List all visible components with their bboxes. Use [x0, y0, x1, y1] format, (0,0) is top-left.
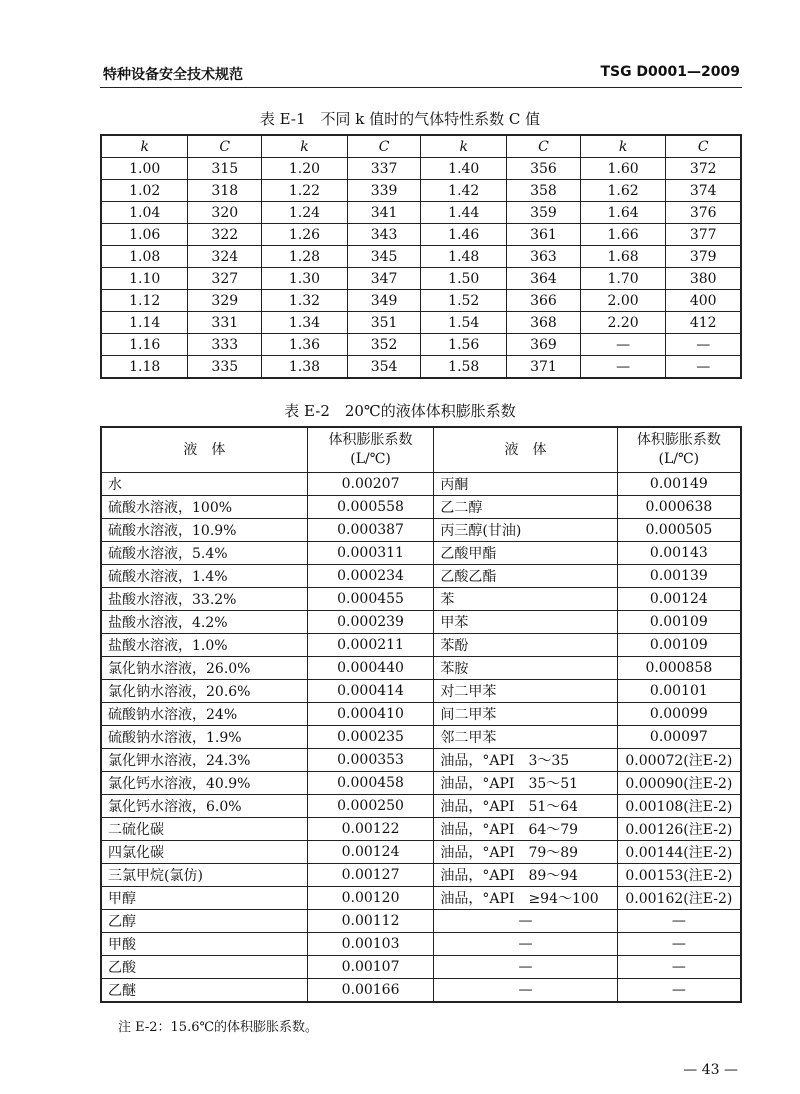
coefficient-cell: —	[617, 933, 741, 956]
header-coefficient	[617, 427, 741, 473]
liquid-cell: 邻二甲苯	[434, 726, 617, 749]
header-liquid: 液 体	[101, 427, 307, 473]
liquid-cell: —	[434, 979, 617, 1003]
coefficient-cell: 0.000250	[307, 795, 434, 818]
table-cell: 327	[188, 268, 262, 290]
table-cell: 1.00	[101, 158, 188, 180]
coefficient-cell: —	[617, 979, 741, 1003]
page-number: — 43 —	[683, 1062, 738, 1078]
liquid-cell: 乙醚	[101, 979, 307, 1003]
table-row	[101, 634, 741, 657]
table-cell: 368	[507, 312, 581, 334]
table-row	[101, 864, 741, 887]
liquid-cell: 油品，°API 64～79	[434, 818, 617, 841]
table-row	[101, 496, 741, 519]
table-cell: 347	[347, 268, 421, 290]
table-row	[101, 749, 741, 772]
liquid-cell: 甲苯	[434, 611, 617, 634]
coefficient-cell: 0.00103	[307, 933, 434, 956]
table-cell: 1.54	[421, 312, 507, 334]
table-cell: 343	[347, 224, 421, 246]
table-header-cell: k	[101, 135, 188, 158]
table-cell: 1.26	[262, 224, 348, 246]
table-cell: 374	[666, 180, 741, 202]
coefficient-cell: 0.000234	[307, 565, 434, 588]
table-cell: 1.24	[262, 202, 348, 224]
liquid-cell: 硫酸水溶液，10.9%	[101, 519, 307, 542]
table-cell: 352	[347, 334, 421, 356]
table-cell: 1.10	[101, 268, 188, 290]
liquid-cell: 油品，°API 35～51	[434, 772, 617, 795]
table-cell: 1.36	[262, 334, 348, 356]
table2-caption: 表 E-2 20℃的液体体积膨胀系数	[284, 402, 516, 420]
table-cell: —	[580, 356, 666, 379]
coefficient-cell: 0.00144(注E-2)	[617, 841, 741, 864]
table-row	[101, 224, 741, 246]
table-row	[101, 268, 741, 290]
table-cell: 377	[666, 224, 741, 246]
table-cell: 369	[507, 334, 581, 356]
liquid-cell: 硫酸水溶液，5.4%	[101, 542, 307, 565]
table-cell: 337	[347, 158, 421, 180]
table-cell: 1.68	[580, 246, 666, 268]
liquid-cell: 乙酸乙酯	[434, 565, 617, 588]
table-row	[101, 542, 741, 565]
liquid-cell: —	[434, 956, 617, 979]
table-cell: 1.22	[262, 180, 348, 202]
table-e1	[100, 134, 742, 379]
coefficient-cell: 0.00072(注E-2)	[617, 749, 741, 772]
header-coefficient-unit: (L/℃)	[658, 451, 700, 467]
coefficient-cell: 0.00153(注E-2)	[617, 864, 741, 887]
table-cell: 1.14	[101, 312, 188, 334]
liquid-cell: 氯化钙水溶液，6.0%	[101, 795, 307, 818]
liquid-cell: 二硫化碳	[101, 818, 307, 841]
table-header-cell: k	[580, 135, 666, 158]
liquid-cell: 油品，°API 51～64	[434, 795, 617, 818]
liquid-cell: 甲醇	[101, 887, 307, 910]
coefficient-cell: 0.000440	[307, 657, 434, 680]
table-e2	[100, 426, 742, 1003]
coefficient-cell: 0.00122	[307, 818, 434, 841]
table-cell: 1.20	[262, 158, 348, 180]
table-cell: 400	[666, 290, 741, 312]
table-cell: 341	[347, 202, 421, 224]
table-row	[101, 772, 741, 795]
coefficient-cell: 0.00143	[617, 542, 741, 565]
table-row	[101, 795, 741, 818]
table-cell: 1.48	[421, 246, 507, 268]
coefficient-cell: 0.000458	[307, 772, 434, 795]
liquid-cell: 氯化钙水溶液，40.9%	[101, 772, 307, 795]
coefficient-cell: 0.000558	[307, 496, 434, 519]
table-cell: 1.70	[580, 268, 666, 290]
liquid-cell: 乙二醇	[434, 496, 617, 519]
table-cell: 1.58	[421, 356, 507, 379]
table-cell: 339	[347, 180, 421, 202]
liquid-cell: 间二甲苯	[434, 703, 617, 726]
coefficient-cell: 0.00112	[307, 910, 434, 933]
liquid-cell: 硫酸钠水溶液，24%	[101, 703, 307, 726]
table-cell: 322	[188, 224, 262, 246]
coefficient-cell: —	[617, 910, 741, 933]
table-cell: 1.30	[262, 268, 348, 290]
table-row	[101, 519, 741, 542]
liquid-cell: 氯化钠水溶液，26.0%	[101, 657, 307, 680]
table-cell: 1.28	[262, 246, 348, 268]
liquid-cell: 对二甲苯	[434, 680, 617, 703]
coefficient-cell: 0.000387	[307, 519, 434, 542]
table-row	[101, 933, 741, 956]
coefficient-cell: 0.000505	[617, 519, 741, 542]
table-cell: —	[580, 334, 666, 356]
header-coefficient	[307, 427, 434, 473]
coefficient-cell: 0.00207	[307, 473, 434, 496]
coefficient-cell: 0.00120	[307, 887, 434, 910]
table-cell: 358	[507, 180, 581, 202]
table-cell: 318	[188, 180, 262, 202]
liquid-cell: 油品，°API 89～94	[434, 864, 617, 887]
table-cell: 2.00	[580, 290, 666, 312]
liquid-cell: 盐酸水溶液，4.2%	[101, 611, 307, 634]
table-cell: 1.42	[421, 180, 507, 202]
table-row	[101, 246, 741, 268]
table-row	[101, 887, 741, 910]
table-cell: 1.60	[580, 158, 666, 180]
coefficient-cell: 0.000353	[307, 749, 434, 772]
header-left-title: 特种设备安全技术规范	[103, 67, 243, 83]
table-row	[101, 611, 741, 634]
liquid-cell: 盐酸水溶液，33.2%	[101, 588, 307, 611]
table-row	[101, 565, 741, 588]
table-row	[101, 818, 741, 841]
liquid-cell: 硫酸水溶液，100%	[101, 496, 307, 519]
table-cell: 315	[188, 158, 262, 180]
table-row	[101, 356, 741, 379]
header-right-code: TSG D0001—2009	[600, 64, 740, 80]
coefficient-cell: 0.00099	[617, 703, 741, 726]
coefficient-cell: 0.000235	[307, 726, 434, 749]
table-cell: 372	[666, 158, 741, 180]
coefficient-cell: 0.000858	[617, 657, 741, 680]
table-row	[101, 158, 741, 180]
coefficient-cell: 0.000638	[617, 496, 741, 519]
table-cell: 1.52	[421, 290, 507, 312]
liquid-cell: 丙酮	[434, 473, 617, 496]
coefficient-cell: 0.00101	[617, 680, 741, 703]
liquid-cell: 苯酚	[434, 634, 617, 657]
table-header-cell: C	[347, 135, 421, 158]
table-cell: 1.32	[262, 290, 348, 312]
table-cell: 1.62	[580, 180, 666, 202]
liquid-cell: 油品，°API ≥94～100	[434, 887, 617, 910]
coefficient-cell: 0.00109	[617, 634, 741, 657]
liquid-cell: 氯化钾水溶液，24.3%	[101, 749, 307, 772]
header-liquid: 液 体	[434, 427, 617, 473]
liquid-cell: 甲酸	[101, 933, 307, 956]
table-header-cell: C	[666, 135, 741, 158]
liquid-cell: 硫酸钠水溶液，1.9%	[101, 726, 307, 749]
liquid-cell: 苯胺	[434, 657, 617, 680]
coefficient-cell: —	[617, 956, 741, 979]
coefficient-cell: 0.00124	[617, 588, 741, 611]
table-header-row	[101, 135, 741, 158]
table-cell: 1.40	[421, 158, 507, 180]
liquid-cell: —	[434, 933, 617, 956]
table-cell: 371	[507, 356, 581, 379]
liquid-cell: 乙酸	[101, 956, 307, 979]
liquid-cell: 乙醇	[101, 910, 307, 933]
table-row	[101, 841, 741, 864]
table-row	[101, 202, 741, 224]
table-cell: 335	[188, 356, 262, 379]
coefficient-cell: 0.00166	[307, 979, 434, 1003]
table-cell: —	[666, 356, 741, 379]
coefficient-cell: 0.000414	[307, 680, 434, 703]
coefficient-cell: 0.00149	[617, 473, 741, 496]
table-cell: 364	[507, 268, 581, 290]
table-cell: 351	[347, 312, 421, 334]
table-header-cell: k	[262, 135, 348, 158]
liquid-cell: 盐酸水溶液，1.0%	[101, 634, 307, 657]
liquid-cell: 苯	[434, 588, 617, 611]
coefficient-cell: 0.000211	[307, 634, 434, 657]
table-cell: 329	[188, 290, 262, 312]
liquid-cell: 油品，°API 3～35	[434, 749, 617, 772]
table-cell: 380	[666, 268, 741, 290]
header-coefficient-label: 体积膨胀系数	[636, 432, 721, 448]
table-header-cell: k	[421, 135, 507, 158]
header-rule	[100, 87, 742, 88]
table-cell: 376	[666, 202, 741, 224]
table-cell: 1.34	[262, 312, 348, 334]
coefficient-cell: 0.000311	[307, 542, 434, 565]
table-header-cell: C	[188, 135, 262, 158]
table-row	[101, 680, 741, 703]
table-row	[101, 588, 741, 611]
table-cell: 412	[666, 312, 741, 334]
table-row	[101, 979, 741, 1003]
table-cell: 354	[347, 356, 421, 379]
header-coefficient-label: 体积膨胀系数	[328, 432, 413, 448]
liquid-cell: 硫酸水溶液，1.4%	[101, 565, 307, 588]
coefficient-cell: 0.000410	[307, 703, 434, 726]
table-row	[101, 657, 741, 680]
liquid-cell: 丙三醇(甘油)	[434, 519, 617, 542]
table-row	[101, 910, 741, 933]
table-header-row	[101, 427, 741, 473]
table-row	[101, 334, 741, 356]
coefficient-cell: 0.00139	[617, 565, 741, 588]
table-cell: 356	[507, 158, 581, 180]
table-row	[101, 956, 741, 979]
liquid-cell: 氯化钠水溶液，20.6%	[101, 680, 307, 703]
table-cell: —	[666, 334, 741, 356]
table-cell: 333	[188, 334, 262, 356]
table-cell: 359	[507, 202, 581, 224]
table-cell: 1.64	[580, 202, 666, 224]
coefficient-cell: 0.00097	[617, 726, 741, 749]
liquid-cell: 水	[101, 473, 307, 496]
table-row	[101, 726, 741, 749]
table-cell: 1.66	[580, 224, 666, 246]
table-cell: 345	[347, 246, 421, 268]
table-cell: 2.20	[580, 312, 666, 334]
coefficient-cell: 0.00107	[307, 956, 434, 979]
liquid-cell: —	[434, 910, 617, 933]
table-row	[101, 312, 741, 334]
table-cell: 1.18	[101, 356, 188, 379]
table-cell: 324	[188, 246, 262, 268]
table-cell: 366	[507, 290, 581, 312]
table-cell: 1.12	[101, 290, 188, 312]
table-cell: 1.08	[101, 246, 188, 268]
coefficient-cell: 0.00108(注E-2)	[617, 795, 741, 818]
coefficient-cell: 0.000455	[307, 588, 434, 611]
table-cell: 1.02	[101, 180, 188, 202]
table-cell: 361	[507, 224, 581, 246]
table-cell: 331	[188, 312, 262, 334]
table-cell: 1.50	[421, 268, 507, 290]
coefficient-cell: 0.00124	[307, 841, 434, 864]
table-cell: 1.44	[421, 202, 507, 224]
table-cell: 349	[347, 290, 421, 312]
table-row	[101, 473, 741, 496]
table-cell: 1.16	[101, 334, 188, 356]
coefficient-cell: 0.00127	[307, 864, 434, 887]
table-row	[101, 290, 741, 312]
liquid-cell: 四氯化碳	[101, 841, 307, 864]
liquid-cell: 乙酸甲酯	[434, 542, 617, 565]
table-cell: 1.56	[421, 334, 507, 356]
table-cell: 320	[188, 202, 262, 224]
table-header-cell: C	[507, 135, 581, 158]
table-row	[101, 703, 741, 726]
coefficient-cell: 0.000239	[307, 611, 434, 634]
table-cell: 363	[507, 246, 581, 268]
table1-caption: 表 E-1 不同 k 值时的气体特性系数 C 值	[259, 110, 541, 128]
liquid-cell: 三氯甲烷(氯仿)	[101, 864, 307, 887]
coefficient-cell: 0.00109	[617, 611, 741, 634]
liquid-cell: 油品，°API 79～89	[434, 841, 617, 864]
table-cell: 1.06	[101, 224, 188, 246]
coefficient-cell: 0.00090(注E-2)	[617, 772, 741, 795]
table-cell: 1.46	[421, 224, 507, 246]
table-cell: 1.04	[101, 202, 188, 224]
table-row	[101, 180, 741, 202]
coefficient-cell: 0.00126(注E-2)	[617, 818, 741, 841]
header-coefficient-unit: (L/℃)	[350, 451, 391, 467]
coefficient-cell: 0.00162(注E-2)	[617, 887, 741, 910]
table-cell: 1.38	[262, 356, 348, 379]
footnote: 注 E-2：15.6℃的体积膨胀系数。	[118, 1020, 319, 1035]
table-cell: 379	[666, 246, 741, 268]
